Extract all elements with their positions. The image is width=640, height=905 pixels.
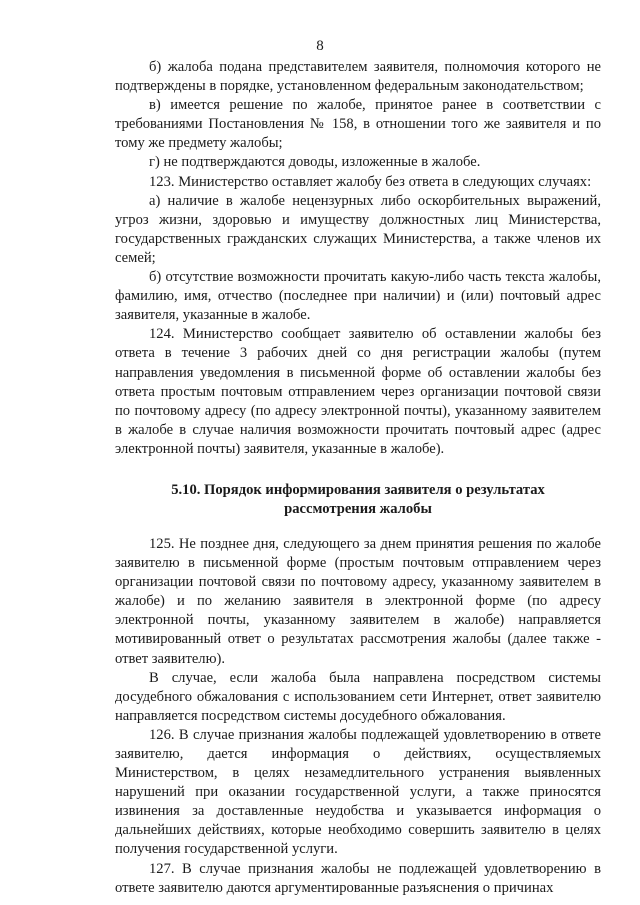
section-heading: 5.10. Порядок информирования заявителя о результатах рассмотрения жалобы <box>171 481 545 517</box>
paragraph-122d: г) не подтверждаются доводы, изложенные в жалобе. <box>149 154 481 171</box>
paragraph-122b: б) жалоба подана представителем заявителя, полномочия которого не подтверждены в порядке, установленном федеральным законодательством; <box>115 59 601 95</box>
paragraph-126: 126. В случае признания жалобы подлежащей удовлетворению в ответе заявителю, дается информация о действиях, осуществляемых Министерством, в целях незамедлительного устранения выявленных нарушений при оказании государственной услуги, а также приносятся извинения за доставленные неудобства и указывается информация о дальнейших действиях, которые необходимо совершить заявителю в целях получения государственной услуги. <box>115 726 601 858</box>
paragraph-125-internet: В случае, если жалоба была направлена посредством системы досудебного обжалования с использованием сети Интернет, ответ заявителю направляется посредством системы досудебного обжалования. <box>115 669 601 724</box>
paragraph-125: 125. Не позднее дня, следующего за днем принятия решения по жалобе заявителю в письменной форме (простым почтовым отправлением через организации почтовой связи по почтовому адресу, указанному заявителем в жалобе) и по желанию заявителя в электронной форме (по адресу электронной почты, указанному заявителем в жалобе) направляется мотивированный ответ о результатах рассмотрения жалобы (далее также - ответ заявителю). <box>115 535 601 667</box>
paragraph-122c: в) имеется решение по жалобе, принятое ранее в соответствии с требованиями Постановления № 158, в отношении того же заявителя и по тому же предмету жалобы; <box>115 97 601 152</box>
page-number: 8 <box>316 38 324 54</box>
paragraph-123a: а) наличие в жалобе нецензурных либо оскорбительных выражений, угроз жизни, здоровью и имуществу должностных лиц Министерства, государственных гражданских служащих Министерства, а также членов их семей; <box>115 192 601 266</box>
paragraph-123: 123. Министерство оставляет жалобу без ответа в следующих случаях: <box>149 173 592 190</box>
document-body <box>115 58 601 898</box>
paragraph-127: 127. В случае признания жалобы не подлежащей удовлетворению в ответе заявителю даются аргументированные разъяснения о причинах <box>115 860 601 896</box>
paragraph-123b: б) отсутствие возможности прочитать какую-либо часть текста жалобы, фамилию, имя, отчество (последнее при наличии) и (или) почтовый адрес заявителя, указанные в жалобе. <box>115 269 601 324</box>
paragraph-124: 124. Министерство сообщает заявителю об оставлении жалобы без ответа в течение 3 рабочих дней со дня регистрации жалобы (путем направления уведомления в письменной форме об оставлении жалобы без ответа простым почтовым отправлением через организации почтовой связи по почтовому адресу (по адресу электронной почты), указанному заявителем в жалобе в случае наличия возможности прочитать почтовый адрес (адрес электронной почты) заявителя, указанные в жалобе). <box>115 326 601 457</box>
